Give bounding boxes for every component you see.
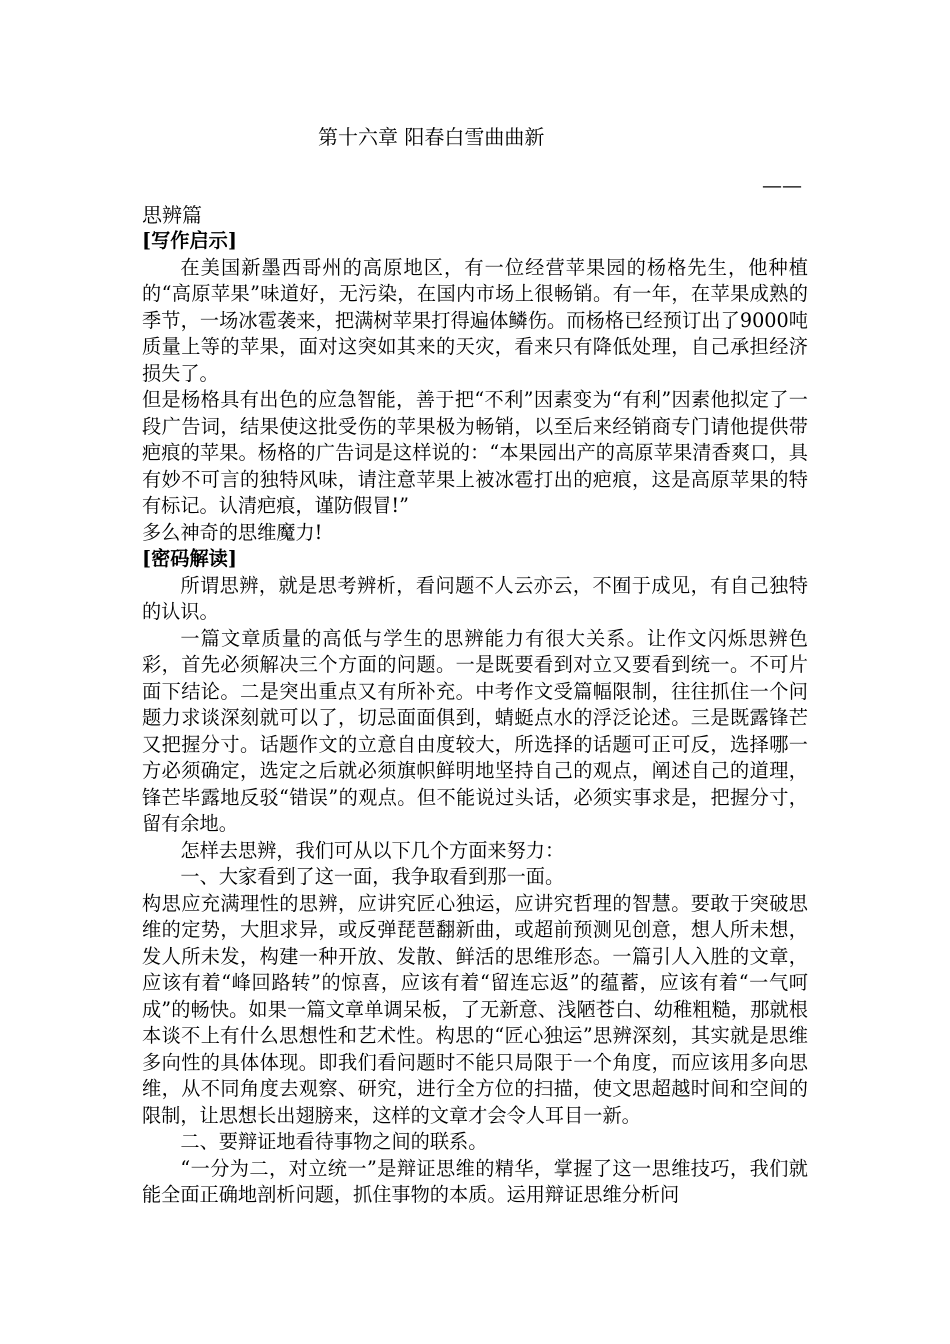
paragraph: 所谓思辨，就是思考辨析，看问题不人云亦云，不囿于成见，有自己独特的认识。	[142, 573, 808, 623]
section-writing-inspiration	[142, 228, 808, 546]
paragraph: 构思应充满理性的思辨，应讲究匠心独运，应讲究哲理的智慧。要敢于突破思维的定势，大胆求异，或反弹琵琶翻新曲，或超前预测见创意，想人所未想，发人所未发，构建一种开放、发散、鲜活的思维形态。一篇引人入胜的文章，应该有着“峰回路转”的惊喜，应该有着“留连忘返”的蕴蓄，应该有着“一气呵成”的畅快。如果一篇文章单调呆板，了无新意、浅陋苍白、幼稚粗糙，那就根本谈不上有什么思想性和艺术性。构思的“匠心独运”思辨深刻，其实就是思维多向性的具体体现。即我们看问题时不能只局限于一个角度，而应该用多向思维，从不同角度去观察、研究，进行全方位的扫描，使文思超越时间和空间的限制，让思想长出翅膀来，这样的文章才会令人耳目一新。	[142, 891, 808, 1127]
paragraph: 多么神奇的思维魔力!	[142, 520, 323, 544]
paragraph: 在美国新墨西哥州的高原地区，有一位经营苹果园的杨格先生，他种植的“高原苹果”味道好，无污染，在国内市场上很畅销。有一年，在苹果成熟的季节，一场冰雹袭来，把满树苹果打得遍体鳞伤。而杨格已经预订出了9000吨质量上等的苹果，面对这突如其来的天灾，看来只有降低处理，自己承担经济损失了。	[142, 255, 808, 385]
section-heading: [密码解读]	[142, 547, 237, 570]
section-code-interpretation	[142, 546, 808, 1209]
paragraph: 怎样去思辨，我们可从以下几个方面来努力：	[180, 838, 565, 862]
paragraph: 但是杨格具有出色的应急智能，善于把“不利”因素变为“有利”因素他拟定了一段广告词，结果使这批受伤的苹果极为畅销，以至后来经销商专门请他提供带疤痕的苹果。杨格的广告词是这样说的：“本果园出产的高原苹果清香爽口，具有妙不可言的独特风味，请注意苹果上被冰雹打出的疤痕，这是高原苹果的特有标记。认清疤痕，谨防假冒!”	[142, 388, 808, 517]
paragraph: 二、要辩证地看待事物之间的联系。	[180, 1130, 488, 1153]
title-dash: ——	[762, 173, 802, 197]
paragraph: 一篇文章质量的高低与学生的思辨能力有很大关系。让作文闪烁思辨色彩，首先必须解决三个方面的问题。一是既要看到对立又要看到统一。不可片面下结论。二是突出重点又有所补充。中考作文受篇幅限制，往往抓住一个问题力求谈深刻就可以了，切忌面面俱到，蜻蜓点水的浮泛论述。三是既露锋芒又把握分寸。话题作文的立意自由度较大，所选择的话题可正可反，选择哪一方必须确定，选定之后就必须旗帜鲜明地坚持自己的观点，阐述自己的道理，锋芒毕露地反驳“错误”的观点。但不能说过头话，必须实事求是，把握分寸，留有余地。	[142, 626, 808, 835]
section-heading: [写作启示]	[142, 229, 237, 252]
paragraph: 一、大家看到了这一面，我争取看到那一面。	[180, 865, 565, 888]
paragraph: “一分为二，对立统一”是辩证思维的精华，掌握了这一思维技巧，我们就能全面正确地剖析问题，抓住事物的本质。运用辩证思维分析问	[142, 1156, 808, 1206]
chapter-subtitle: 思辨篇	[142, 203, 202, 227]
chapter-title: 第十六章 阳春白雪曲曲新	[318, 125, 545, 149]
